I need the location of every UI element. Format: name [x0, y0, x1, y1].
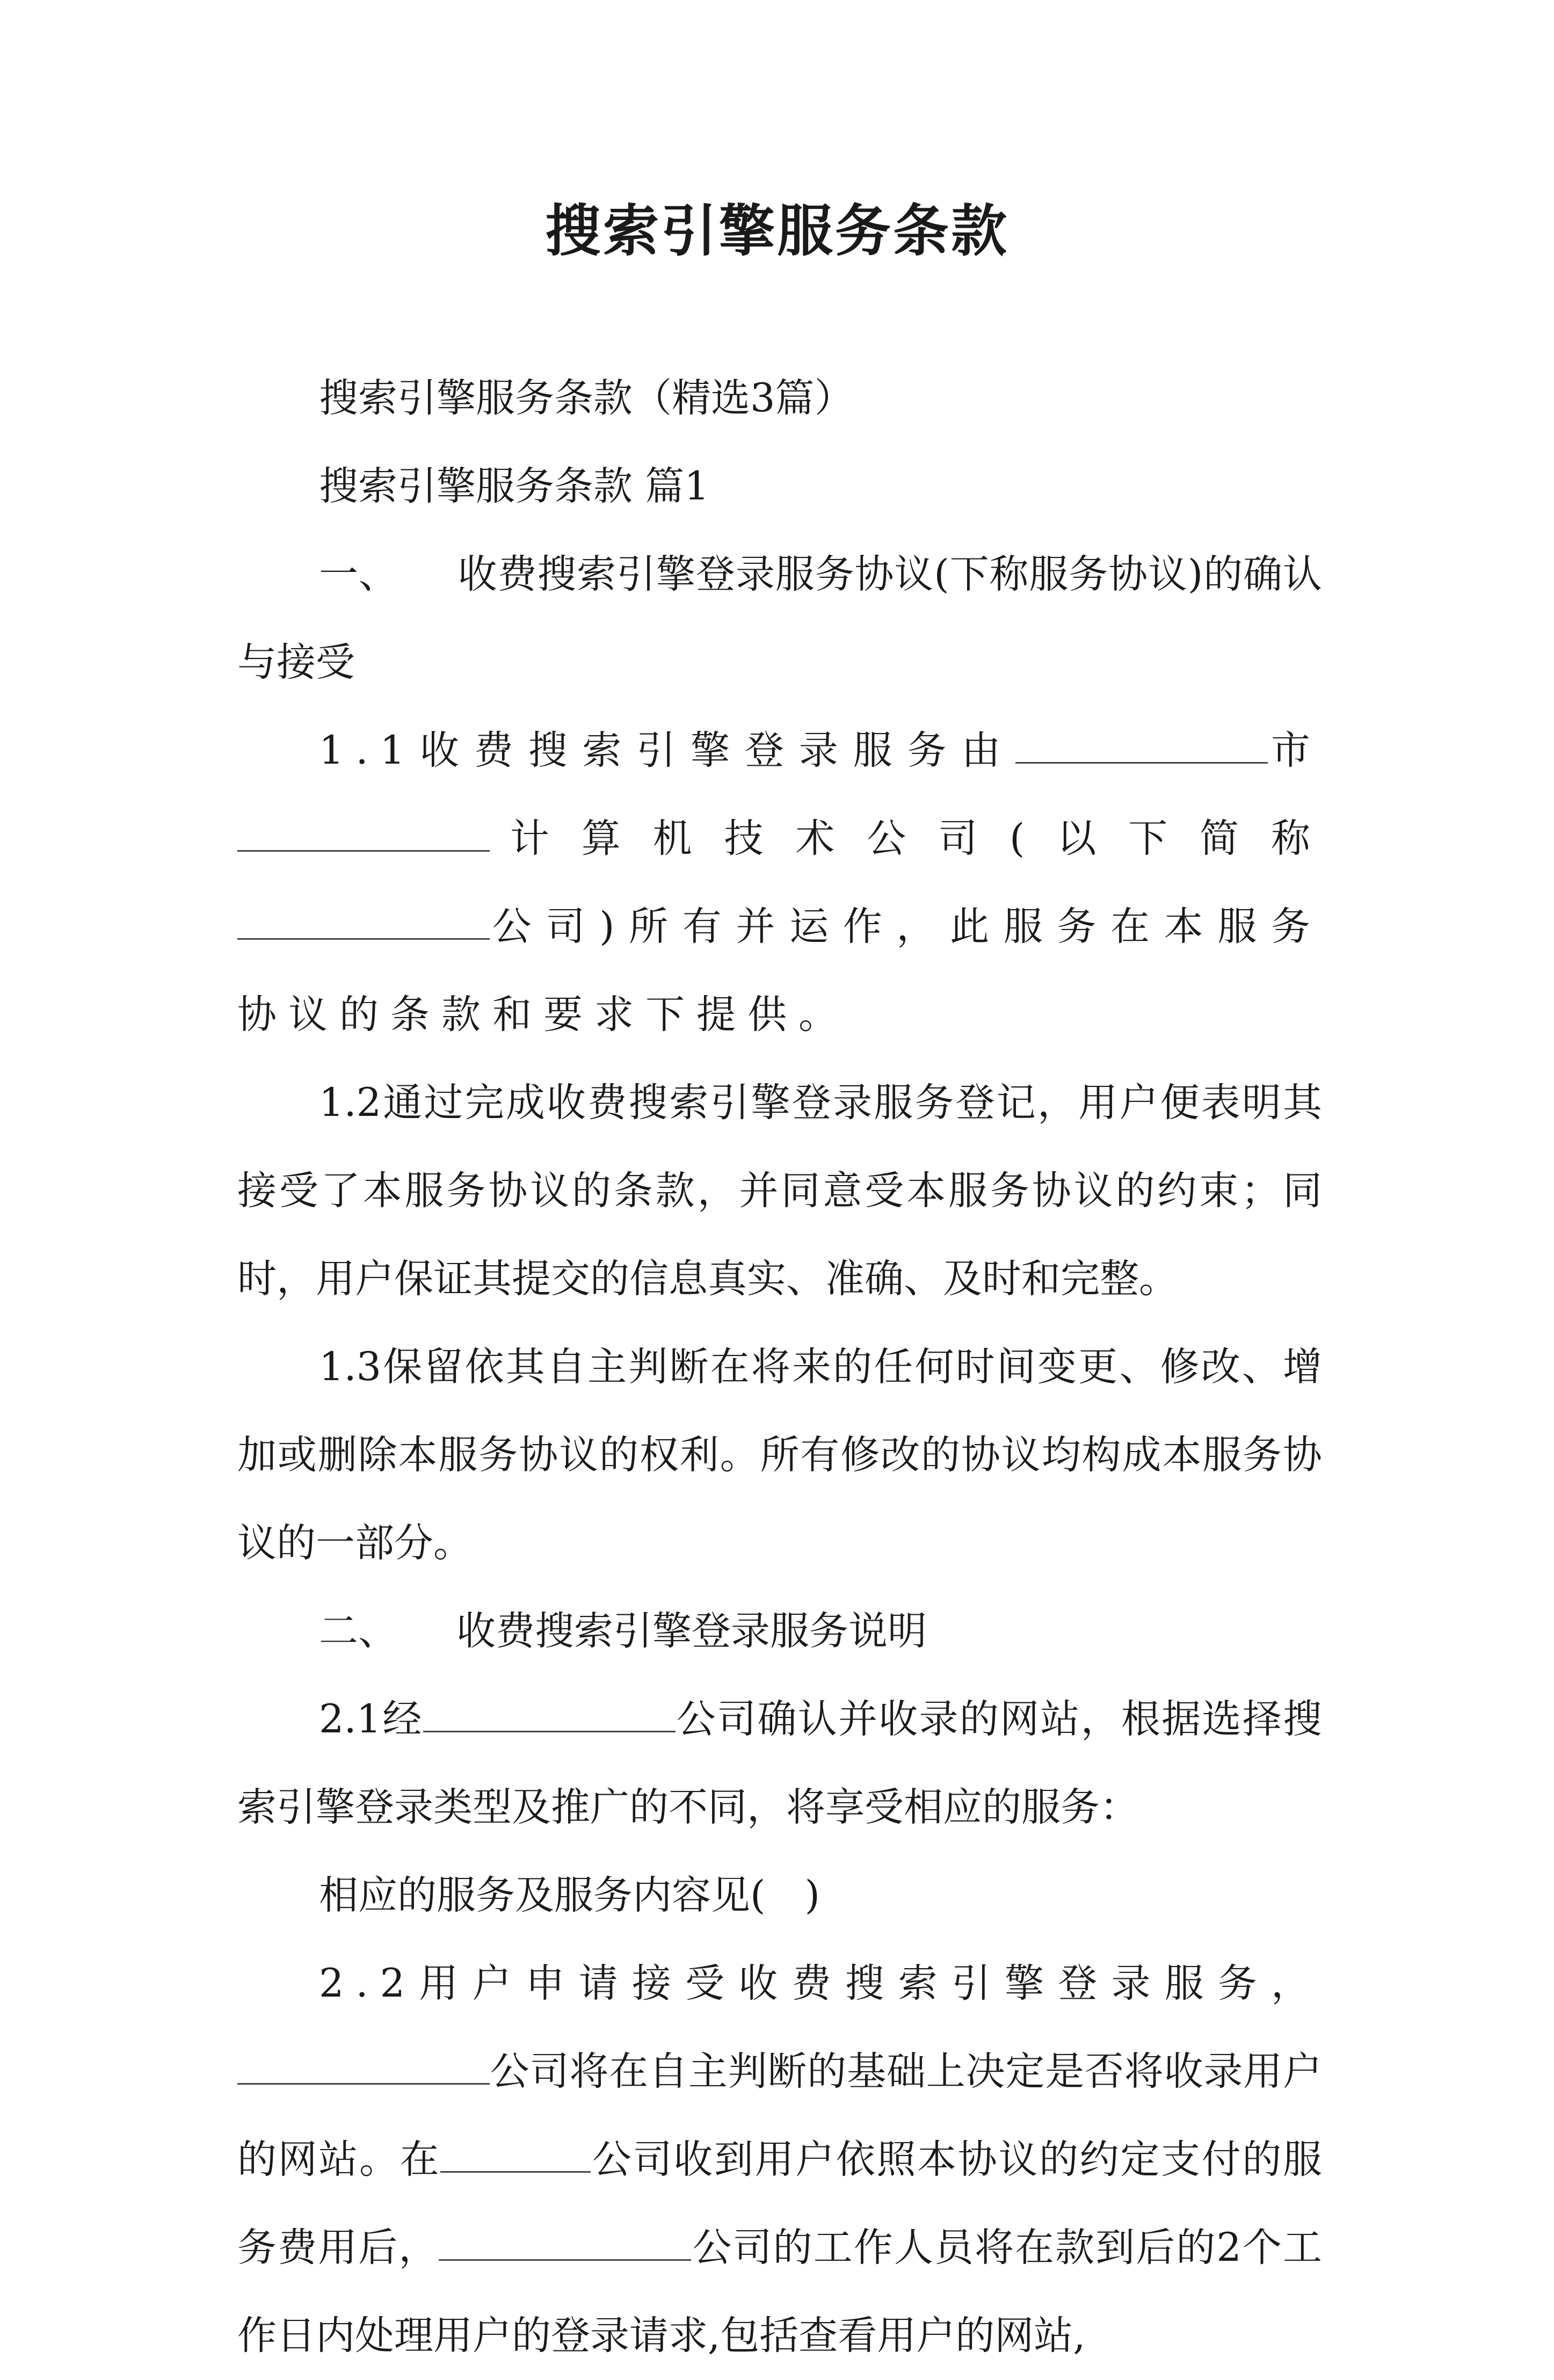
heading-number: 一、: [319, 552, 398, 597]
document-title: 搜索引擎服务条款: [544, 198, 1009, 264]
blank-line: [237, 899, 490, 940]
blank-line: [237, 2044, 490, 2085]
heading-number: 二、: [319, 1608, 397, 1654]
paragraph-1-2: 1.2通过完成收费搜索引擎登录服务登记，用户便表明其接受了本服务协议的条款，并同意受本服务协议的约束；同时，用户保证其提交的信息真实、准确、及时和完整。: [237, 1080, 1322, 1302]
paragraph-1-3: 1.3保留依其自主判断在将来的任何时间变更、修改、增加或删除本服务协议的权利。所有修改的协议均构成本服务协议的一部分。: [237, 1344, 1322, 1566]
heading-text: 收费搜索引擎登录服务说明: [456, 1608, 927, 1654]
blank-line: [423, 1692, 676, 1732]
paragraph-heading-1: [237, 531, 1322, 707]
paragraph-heading-2: [237, 1587, 1322, 1675]
blank-line: [237, 811, 490, 852]
paragraph-2-1: 2.1经 公司确认并收录的网站，根据选择搜索引擎登录类型及推广的不同，将享受相应的服务：: [237, 1675, 1322, 1852]
heading-text: 收费搜索引擎登录服务协议(下称服务协议)的确认与接受: [237, 552, 1322, 685]
document-body: [237, 354, 1322, 2380]
paragraph-section-heading: 搜索引擎服务条款 篇1: [319, 463, 709, 509]
blank-line: [439, 2221, 691, 2261]
blank-line: [440, 2132, 591, 2173]
blank-line: [1015, 723, 1268, 764]
paragraph-services: 相应的服务及服务内容见( ): [319, 1873, 820, 1918]
paragraph-subtitle: 搜索引擎服务条款（精选3篇）: [319, 375, 854, 421]
paragraph-1-1: 1.1收费搜索引擎登录服务由 市计算机技术公司(以下简称公司)所有并运作，此服务在本服务协议的条款和要求下提供。: [237, 707, 1322, 1059]
paragraph-2-2: 2.2用户申请接受收费搜索引擎登录服务，公司将在自主判断的基础上决定是否将收录用户的网站。在 公司收到用户依照本协议的约定支付的服务费用后， 公司的工作人员将在款到后的2个工作日内处理用户的登录请求,包括查看用户的网站,: [237, 1961, 1323, 2359]
